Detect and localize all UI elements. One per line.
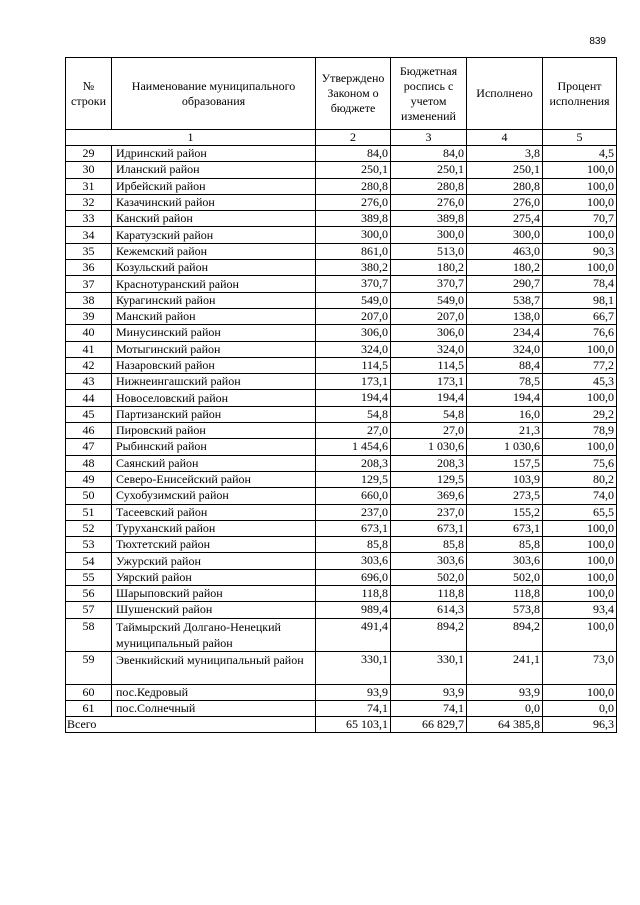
executed-value: 250,1 (467, 162, 543, 178)
table-row (66, 227, 617, 243)
executed-value: 194,4 (467, 390, 543, 406)
table-row (66, 194, 617, 210)
budget-value: 370,7 (391, 276, 467, 292)
percent-value: 77,2 (543, 357, 617, 373)
table-row (66, 504, 617, 520)
budget-value: 237,0 (391, 504, 467, 520)
row-number: 57 (66, 602, 112, 618)
percent-value: 100,0 (543, 390, 617, 406)
column-number-4: 4 (467, 130, 543, 146)
approved-value: 370,7 (316, 276, 391, 292)
row-number: 48 (66, 455, 112, 471)
percent-value: 80,2 (543, 471, 617, 487)
table-header-row (66, 58, 617, 130)
row-number: 37 (66, 276, 112, 292)
row-number: 45 (66, 406, 112, 422)
approved-value: 696,0 (316, 569, 391, 585)
approved-value: 330,1 (316, 651, 391, 684)
table-row (66, 700, 617, 716)
budget-value: 894,2 (391, 618, 467, 651)
percent-value: 100,0 (543, 553, 617, 569)
approved-value: 114,5 (316, 357, 391, 373)
budget-value: 549,0 (391, 292, 467, 308)
percent-value: 4,5 (543, 146, 617, 162)
row-number: 43 (66, 374, 112, 390)
municipality-name: Ирбейский район (112, 178, 316, 194)
approved-value: 861,0 (316, 243, 391, 259)
budget-value: 74,1 (391, 700, 467, 716)
executed-value: 157,5 (467, 455, 543, 471)
table-row (66, 374, 617, 390)
row-number: 33 (66, 211, 112, 227)
budget-value: 114,5 (391, 357, 467, 373)
table-row (66, 439, 617, 455)
table-row (66, 308, 617, 324)
table-row (66, 260, 617, 276)
percent-value: 100,0 (543, 227, 617, 243)
budget-value: 180,2 (391, 260, 467, 276)
table-row (66, 618, 617, 651)
table-row (66, 537, 617, 553)
table-row (66, 325, 617, 341)
budget-value: 208,3 (391, 455, 467, 471)
percent-value: 76,6 (543, 325, 617, 341)
total-label: Всего (66, 717, 316, 733)
approved-value: 54,8 (316, 406, 391, 422)
percent-value: 100,0 (543, 684, 617, 700)
budget-value: 300,0 (391, 227, 467, 243)
percent-value: 0,0 (543, 700, 617, 716)
executed-value: 673,1 (467, 520, 543, 536)
approved-value: 549,0 (316, 292, 391, 308)
percent-value: 90,3 (543, 243, 617, 259)
table-row (66, 455, 617, 471)
executed-value: 300,0 (467, 227, 543, 243)
budget-value: 369,6 (391, 488, 467, 504)
row-number: 30 (66, 162, 112, 178)
municipality-name: Эвенкийский муниципальный район (112, 651, 316, 684)
row-number: 46 (66, 423, 112, 439)
column-number-row (66, 130, 617, 146)
executed-value: 275,4 (467, 211, 543, 227)
row-number: 51 (66, 504, 112, 520)
municipality-name: Саянский район (112, 455, 316, 471)
budget-value: 207,0 (391, 308, 467, 324)
executed-value: 93,9 (467, 684, 543, 700)
municipality-name: Назаровский район (112, 357, 316, 373)
executed-value: 118,8 (467, 586, 543, 602)
executed-value: 138,0 (467, 308, 543, 324)
executed-value: 290,7 (467, 276, 543, 292)
budget-value: 93,9 (391, 684, 467, 700)
row-number: 53 (66, 537, 112, 553)
column-number-1: 1 (66, 130, 316, 146)
approved-value: 660,0 (316, 488, 391, 504)
row-number: 56 (66, 586, 112, 602)
table-row (66, 341, 617, 357)
executed-value: 1 030,6 (467, 439, 543, 455)
row-number: 49 (66, 471, 112, 487)
column-number-3: 3 (391, 130, 467, 146)
percent-value: 98,1 (543, 292, 617, 308)
percent-value: 74,0 (543, 488, 617, 504)
budget-value: 250,1 (391, 162, 467, 178)
percent-value: 70,7 (543, 211, 617, 227)
budget-value: 389,8 (391, 211, 467, 227)
percent-value: 93,4 (543, 602, 617, 618)
percent-value: 29,2 (543, 406, 617, 422)
percent-value: 100,0 (543, 586, 617, 602)
header-executed: Исполнено (467, 58, 543, 130)
table-body (66, 146, 617, 717)
table-row (66, 602, 617, 618)
row-number: 41 (66, 341, 112, 357)
row-number: 36 (66, 260, 112, 276)
percent-value: 100,0 (543, 194, 617, 210)
percent-value: 100,0 (543, 260, 617, 276)
row-number: 50 (66, 488, 112, 504)
table-row (66, 471, 617, 487)
municipality-name: пос.Кедровый (112, 684, 316, 700)
approved-value: 300,0 (316, 227, 391, 243)
municipality-name: Каратузский район (112, 227, 316, 243)
budget-value: 303,6 (391, 553, 467, 569)
executed-value: 78,5 (467, 374, 543, 390)
row-number: 54 (66, 553, 112, 569)
executed-value: 241,1 (467, 651, 543, 684)
approved-value: 303,6 (316, 553, 391, 569)
municipality-name: Шарыповский район (112, 586, 316, 602)
column-number-2: 2 (316, 130, 391, 146)
row-number: 38 (66, 292, 112, 308)
percent-value: 100,0 (543, 520, 617, 536)
municipality-name: Тасеевский район (112, 504, 316, 520)
executed-value: 85,8 (467, 537, 543, 553)
budget-value: 84,0 (391, 146, 467, 162)
approved-value: 27,0 (316, 423, 391, 439)
percent-value: 100,0 (543, 178, 617, 194)
municipality-name: Партизанский район (112, 406, 316, 422)
percent-value: 65,5 (543, 504, 617, 520)
budget-value: 85,8 (391, 537, 467, 553)
municipality-name: Северо-Енисейский район (112, 471, 316, 487)
budget-value: 276,0 (391, 194, 467, 210)
municipality-name: Краснотуранский район (112, 276, 316, 292)
approved-value: 129,5 (316, 471, 391, 487)
row-number: 29 (66, 146, 112, 162)
municipality-name: Казачинский район (112, 194, 316, 210)
approved-value: 306,0 (316, 325, 391, 341)
total-executed: 64 385,8 (467, 717, 543, 733)
executed-value: 280,8 (467, 178, 543, 194)
budget-value: 330,1 (391, 651, 467, 684)
table-row (66, 423, 617, 439)
row-number: 58 (66, 618, 112, 651)
budget-value: 118,8 (391, 586, 467, 602)
total-budget: 66 829,7 (391, 717, 467, 733)
percent-value: 100,0 (543, 439, 617, 455)
executed-value: 0,0 (467, 700, 543, 716)
municipality-name: Мотыгинский район (112, 341, 316, 357)
table-row (66, 162, 617, 178)
table-row (66, 146, 617, 162)
approved-value: 194,4 (316, 390, 391, 406)
budget-value: 502,0 (391, 569, 467, 585)
budget-execution-table (65, 57, 617, 733)
row-number: 52 (66, 520, 112, 536)
row-number: 32 (66, 194, 112, 210)
page-number: 839 (589, 36, 606, 47)
budget-value: 324,0 (391, 341, 467, 357)
percent-value: 73,0 (543, 651, 617, 684)
row-number: 59 (66, 651, 112, 684)
percent-value: 78,4 (543, 276, 617, 292)
percent-value: 100,0 (543, 162, 617, 178)
municipality-name: Туруханский район (112, 520, 316, 536)
percent-value: 100,0 (543, 569, 617, 585)
table-row (66, 357, 617, 373)
budget-value: 194,4 (391, 390, 467, 406)
approved-value: 85,8 (316, 537, 391, 553)
row-number: 61 (66, 700, 112, 716)
row-number: 34 (66, 227, 112, 243)
row-number: 35 (66, 243, 112, 259)
municipality-name: Сухобузимский район (112, 488, 316, 504)
row-number: 44 (66, 390, 112, 406)
approved-value: 93,9 (316, 684, 391, 700)
percent-value: 66,7 (543, 308, 617, 324)
municipality-name: Новоселовский район (112, 390, 316, 406)
budget-value: 306,0 (391, 325, 467, 341)
executed-value: 273,5 (467, 488, 543, 504)
municipality-name: Иланский район (112, 162, 316, 178)
approved-value: 250,1 (316, 162, 391, 178)
approved-value: 118,8 (316, 586, 391, 602)
municipality-name: Канский район (112, 211, 316, 227)
approved-value: 84,0 (316, 146, 391, 162)
executed-value: 21,3 (467, 423, 543, 439)
budget-value: 673,1 (391, 520, 467, 536)
percent-value: 100,0 (543, 341, 617, 357)
table-row (66, 406, 617, 422)
table-row (66, 390, 617, 406)
executed-value: 276,0 (467, 194, 543, 210)
approved-value: 276,0 (316, 194, 391, 210)
approved-value: 74,1 (316, 700, 391, 716)
budget-value: 129,5 (391, 471, 467, 487)
approved-value: 324,0 (316, 341, 391, 357)
header-municipality-name: Наименование муниципального образования (112, 58, 316, 130)
approved-value: 237,0 (316, 504, 391, 520)
executed-value: 324,0 (467, 341, 543, 357)
table-row (66, 243, 617, 259)
percent-value: 100,0 (543, 537, 617, 553)
budget-value: 27,0 (391, 423, 467, 439)
municipality-name: Идринский район (112, 146, 316, 162)
approved-value: 989,4 (316, 602, 391, 618)
executed-value: 16,0 (467, 406, 543, 422)
header-execution-percent: Процент исполнения (543, 58, 617, 130)
row-number: 47 (66, 439, 112, 455)
row-number: 39 (66, 308, 112, 324)
municipality-name: Таймырский Долгано-Ненецкий муниципальный район (112, 618, 316, 651)
table-row (66, 276, 617, 292)
header-approved-by-law: Утверждено Законом о бюджете (316, 58, 391, 130)
municipality-name: Шушенский район (112, 602, 316, 618)
municipality-name: Тюхтетский район (112, 537, 316, 553)
table-row (66, 211, 617, 227)
executed-value: 538,7 (467, 292, 543, 308)
budget-value: 54,8 (391, 406, 467, 422)
municipality-name: Козульский район (112, 260, 316, 276)
budget-value: 513,0 (391, 243, 467, 259)
executed-value: 573,8 (467, 602, 543, 618)
municipality-name: пос.Солнечный (112, 700, 316, 716)
municipality-name: Пировский район (112, 423, 316, 439)
row-number: 55 (66, 569, 112, 585)
table-row (66, 651, 617, 684)
municipality-name: Уярский район (112, 569, 316, 585)
total-approved: 65 103,1 (316, 717, 391, 733)
budget-value: 614,3 (391, 602, 467, 618)
executed-value: 463,0 (467, 243, 543, 259)
approved-value: 207,0 (316, 308, 391, 324)
municipality-name: Ужурский район (112, 553, 316, 569)
table-row (66, 553, 617, 569)
header-budget-schedule: Бюджетная роспись с учетом изменений (391, 58, 467, 130)
approved-value: 280,8 (316, 178, 391, 194)
executed-value: 894,2 (467, 618, 543, 651)
table-row (66, 586, 617, 602)
budget-value: 280,8 (391, 178, 467, 194)
approved-value: 389,8 (316, 211, 391, 227)
percent-value: 75,6 (543, 455, 617, 471)
municipality-name: Минусинский район (112, 325, 316, 341)
table-row (66, 569, 617, 585)
executed-value: 180,2 (467, 260, 543, 276)
municipality-name: Нижнеингашский район (112, 374, 316, 390)
budget-value: 1 030,6 (391, 439, 467, 455)
approved-value: 173,1 (316, 374, 391, 390)
column-number-5: 5 (543, 130, 617, 146)
row-number: 60 (66, 684, 112, 700)
row-number: 31 (66, 178, 112, 194)
executed-value: 3,8 (467, 146, 543, 162)
executed-value: 502,0 (467, 569, 543, 585)
table-row (66, 178, 617, 194)
municipality-name: Кежемский район (112, 243, 316, 259)
executed-value: 103,9 (467, 471, 543, 487)
row-number: 40 (66, 325, 112, 341)
approved-value: 380,2 (316, 260, 391, 276)
percent-value: 78,9 (543, 423, 617, 439)
municipality-name: Рыбинский район (112, 439, 316, 455)
table-row (66, 488, 617, 504)
percent-value: 45,3 (543, 374, 617, 390)
municipality-name: Курагинский район (112, 292, 316, 308)
header-row-number: № строки (66, 58, 112, 130)
approved-value: 1 454,6 (316, 439, 391, 455)
municipality-name: Манский район (112, 308, 316, 324)
executed-value: 155,2 (467, 504, 543, 520)
percent-value: 100,0 (543, 618, 617, 651)
executed-value: 88,4 (467, 357, 543, 373)
total-percent: 96,3 (543, 717, 617, 733)
approved-value: 491,4 (316, 618, 391, 651)
budget-value: 173,1 (391, 374, 467, 390)
approved-value: 673,1 (316, 520, 391, 536)
approved-value: 208,3 (316, 455, 391, 471)
table-row (66, 684, 617, 700)
total-row (66, 717, 617, 733)
table-row (66, 292, 617, 308)
executed-value: 303,6 (467, 553, 543, 569)
row-number: 42 (66, 357, 112, 373)
table-row (66, 520, 617, 536)
executed-value: 234,4 (467, 325, 543, 341)
